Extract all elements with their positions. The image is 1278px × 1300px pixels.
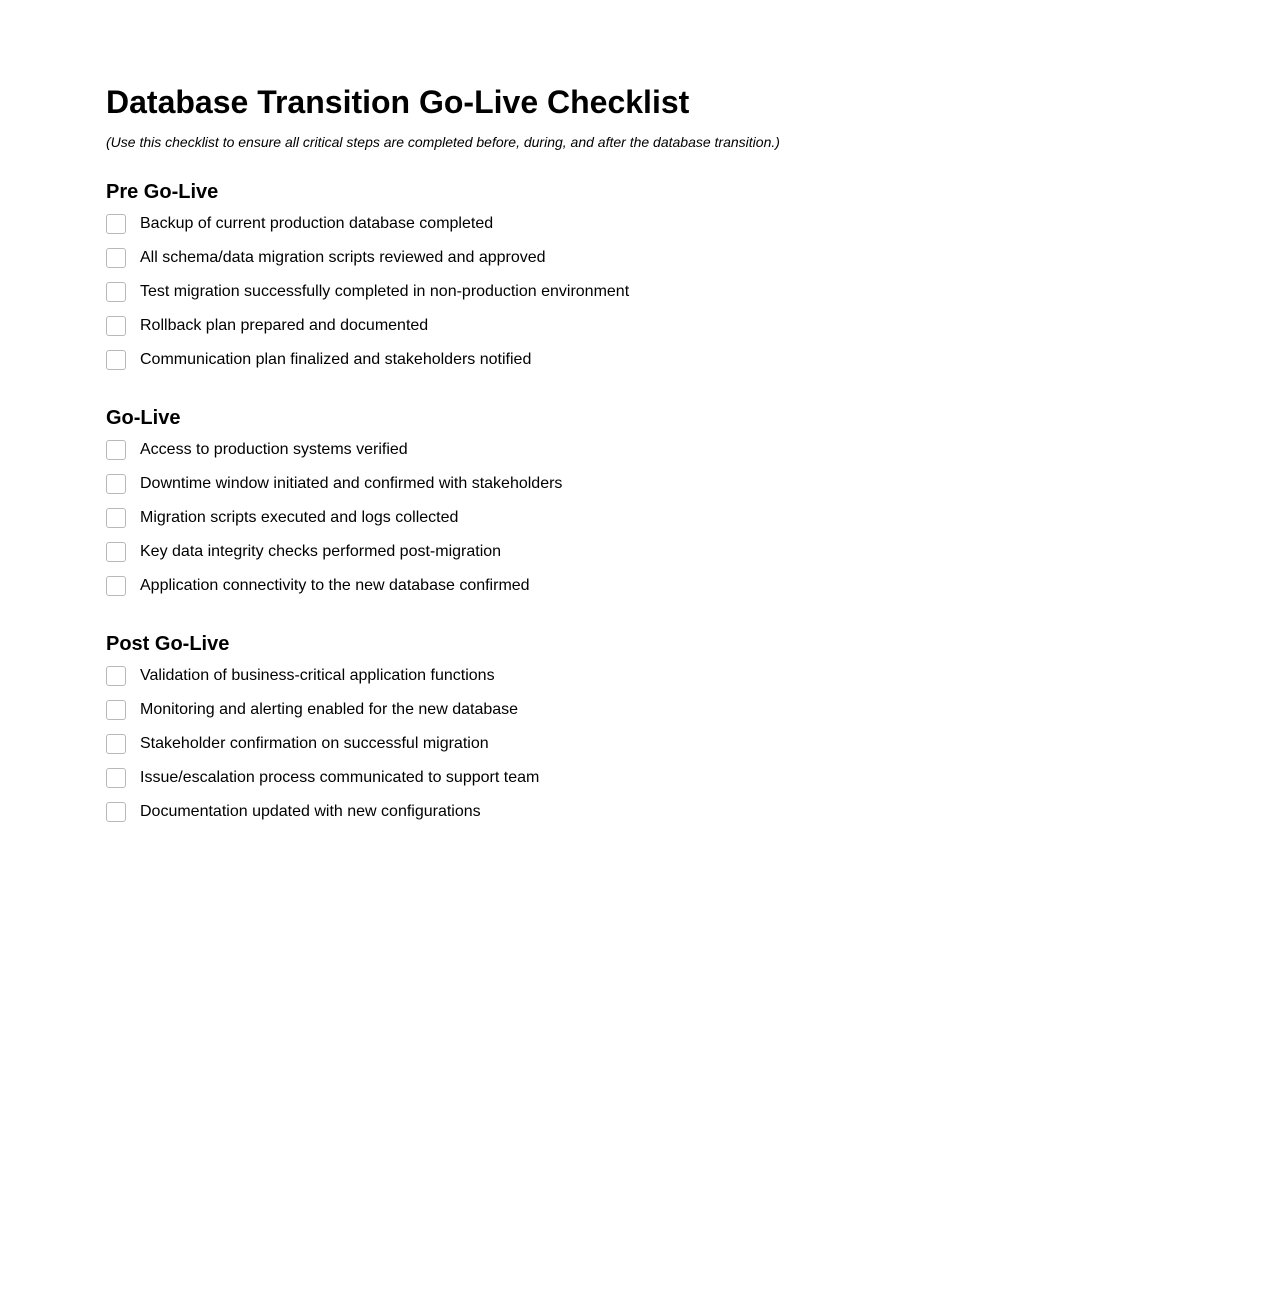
- checklist: [106, 207, 1006, 377]
- checklist-item[interactable]: [106, 535, 1006, 569]
- checkbox[interactable]: [106, 248, 126, 268]
- checklist-item-label: Downtime window initiated and confirmed with stakeholders: [140, 475, 563, 492]
- checklist-item-label: Access to production systems verified: [140, 441, 408, 458]
- checklist-section: [106, 406, 1006, 603]
- checklist-item[interactable]: [106, 467, 1006, 501]
- checkbox[interactable]: [106, 214, 126, 234]
- checklist-item[interactable]: [106, 207, 1006, 241]
- checklist: [106, 433, 1006, 603]
- checkbox[interactable]: [106, 802, 126, 822]
- checklist-item-label: Migration scripts executed and logs collected: [140, 509, 459, 526]
- checkbox[interactable]: [106, 576, 126, 596]
- checklist-item-label: Application connectivity to the new database confirmed: [140, 577, 530, 594]
- checkbox[interactable]: [106, 282, 126, 302]
- checkbox[interactable]: [106, 768, 126, 788]
- checkbox[interactable]: [106, 666, 126, 686]
- checklist-item[interactable]: [106, 309, 1006, 343]
- section-heading: Pre Go-Live: [106, 181, 219, 203]
- checkbox[interactable]: [106, 542, 126, 562]
- page-title: Database Transition Go-Live Checklist: [106, 84, 690, 120]
- checklist-item[interactable]: [106, 727, 1006, 761]
- checklist-item[interactable]: [106, 761, 1006, 795]
- checklist-item-label: Test migration successfully completed in non-production environment: [140, 283, 630, 300]
- checklist: [106, 659, 1006, 829]
- checkbox[interactable]: [106, 440, 126, 460]
- checklist-item-label: Key data integrity checks performed post-migration: [140, 543, 502, 560]
- checkbox[interactable]: [106, 700, 126, 720]
- checklist-item-label: Documentation updated with new configurations: [140, 803, 481, 820]
- checklist-item-label: Validation of business-critical application functions: [140, 667, 495, 684]
- page-subtitle: (Use this checklist to ensure all critical steps are completed before, during, and after the database transition.): [106, 134, 780, 150]
- checklist-item[interactable]: [106, 275, 1006, 309]
- checklist-item-label: All schema/data migration scripts reviewed and approved: [140, 249, 546, 266]
- checklist-item-label: Monitoring and alerting enabled for the new database: [140, 701, 519, 718]
- checklist-item[interactable]: [106, 433, 1006, 467]
- checkbox[interactable]: [106, 316, 126, 336]
- checklist-item-label: Stakeholder confirmation on successful migration: [140, 735, 489, 752]
- checkbox[interactable]: [106, 474, 126, 494]
- checklist-item[interactable]: [106, 241, 1006, 275]
- checklist-item-label: Backup of current production database completed: [140, 215, 494, 232]
- checklist-item[interactable]: [106, 569, 1006, 603]
- section-heading: Go-Live: [106, 407, 181, 429]
- checklist-section: [106, 180, 1006, 377]
- checklist-item[interactable]: [106, 343, 1006, 377]
- checklist-item[interactable]: [106, 693, 1006, 727]
- checklist-item-label: Rollback plan prepared and documented: [140, 317, 429, 334]
- checklist-item[interactable]: [106, 659, 1006, 693]
- section-heading: Post Go-Live: [106, 633, 230, 655]
- checklist-section: [106, 632, 1006, 829]
- checkbox[interactable]: [106, 350, 126, 370]
- checkbox[interactable]: [106, 508, 126, 528]
- checklist-item-label: Issue/escalation process communicated to support team: [140, 769, 540, 786]
- checkbox[interactable]: [106, 734, 126, 754]
- checklist-item-label: Communication plan finalized and stakeholders notified: [140, 351, 532, 368]
- checklist-item[interactable]: [106, 795, 1006, 829]
- checklist-item[interactable]: [106, 501, 1006, 535]
